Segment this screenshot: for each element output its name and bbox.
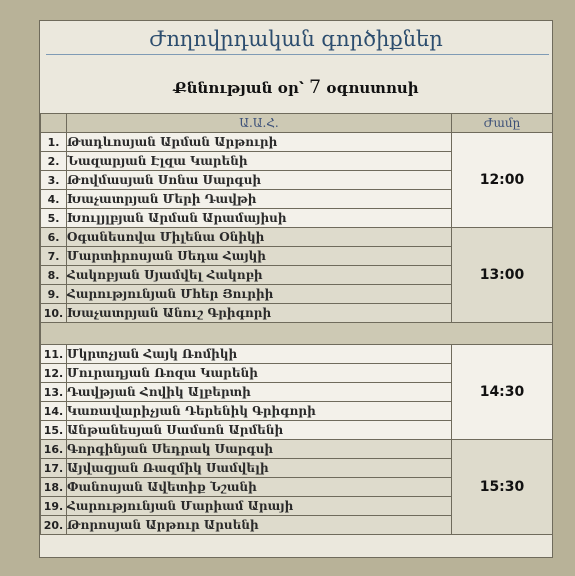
exam-date-month: օգոստոսի bbox=[326, 79, 419, 97]
exam-date-day: 7 bbox=[308, 76, 322, 98]
row-number: 15. bbox=[41, 421, 67, 440]
candidate-name: Մկրտչյան Հայկ Ռոմիկի bbox=[67, 345, 452, 364]
candidate-name: Թովմասյան Սոնա Սարգսի bbox=[67, 171, 452, 190]
row-number: 10. bbox=[41, 304, 67, 323]
row-number: 8. bbox=[41, 266, 67, 285]
time-slot: 13:00 bbox=[452, 228, 553, 323]
table-header-row bbox=[41, 114, 553, 133]
candidate-name: Օգանեսովա Միլենա Օնիկի bbox=[67, 228, 452, 247]
row-number: 12. bbox=[41, 364, 67, 383]
row-number: 18. bbox=[41, 478, 67, 497]
table-row bbox=[41, 440, 553, 459]
candidate-name: Թադևոսյան Արման Արթուրի bbox=[67, 133, 452, 152]
row-number: 6. bbox=[41, 228, 67, 247]
time-slot: 14:30 bbox=[452, 345, 553, 440]
page-title: Ժողովրդական գործիքներ bbox=[149, 27, 443, 51]
candidate-name: Խուլյլբյան Արման Արամայիսի bbox=[67, 209, 452, 228]
candidate-name: Նազարյան Էլզա Կարենի bbox=[67, 152, 452, 171]
group-separator bbox=[41, 323, 553, 345]
row-number: 11. bbox=[41, 345, 67, 364]
candidate-name: Հակոբյան Սյամվել Հակոբի bbox=[67, 266, 452, 285]
row-number: 16. bbox=[41, 440, 67, 459]
time-slot: 15:30 bbox=[452, 440, 553, 535]
candidate-name: Խաչատրյան Մերի Դավթի bbox=[67, 190, 452, 209]
candidate-name: Մարտիրոսյան Սեդա Հայկի bbox=[67, 247, 452, 266]
group-separator-row bbox=[41, 323, 553, 345]
header-name: Ա.Ա.Հ. bbox=[67, 114, 452, 133]
title-divider bbox=[46, 54, 549, 55]
candidate-name: Հարությունյան Մարիամ Արայի bbox=[67, 497, 452, 516]
candidate-name: Անթանեսյան Սամսոն Արմենի bbox=[67, 421, 452, 440]
row-number: 14. bbox=[41, 402, 67, 421]
candidate-name: Փանոսյան Ավետիք Նշանի bbox=[67, 478, 452, 497]
exam-date bbox=[40, 77, 552, 98]
table-row bbox=[41, 228, 553, 247]
row-number: 3. bbox=[41, 171, 67, 190]
schedule-panel bbox=[39, 20, 553, 558]
row-number: 7. bbox=[41, 247, 67, 266]
row-number: 20. bbox=[41, 516, 67, 535]
exam-date-prefix: Քննության օր՝ bbox=[173, 79, 304, 97]
candidate-name: Դավթյան Հովիկ Ալբերտի bbox=[67, 383, 452, 402]
schedule-table bbox=[40, 113, 553, 535]
table-row bbox=[41, 345, 553, 364]
row-number: 9. bbox=[41, 285, 67, 304]
row-number: 13. bbox=[41, 383, 67, 402]
candidate-name: Այվազյան Ռազմիկ Սամվելի bbox=[67, 459, 452, 478]
row-number: 19. bbox=[41, 497, 67, 516]
candidate-name: Գորգինյան Սեդրակ Սարգսի bbox=[67, 440, 452, 459]
row-number: 5. bbox=[41, 209, 67, 228]
candidate-name: Հարությունյան Մհեր Յուրիի bbox=[67, 285, 452, 304]
row-number: 4. bbox=[41, 190, 67, 209]
candidate-name: Մուրադյան Ռոզա Կարենի bbox=[67, 364, 452, 383]
candidate-name: Թորոսյան Արթուր Արսենի bbox=[67, 516, 452, 535]
header-time: Ժամը bbox=[452, 114, 553, 133]
row-number: 1. bbox=[41, 133, 67, 152]
candidate-name: Խաչատրյան Անուշ Գրիգորի bbox=[67, 304, 452, 323]
row-number: 17. bbox=[41, 459, 67, 478]
candidate-name: Կառավարիչյան Դերենիկ Գրիգորի bbox=[67, 402, 452, 421]
time-slot: 12:00 bbox=[452, 133, 553, 228]
table-row bbox=[41, 133, 553, 152]
row-number: 2. bbox=[41, 152, 67, 171]
header-number bbox=[41, 114, 67, 133]
